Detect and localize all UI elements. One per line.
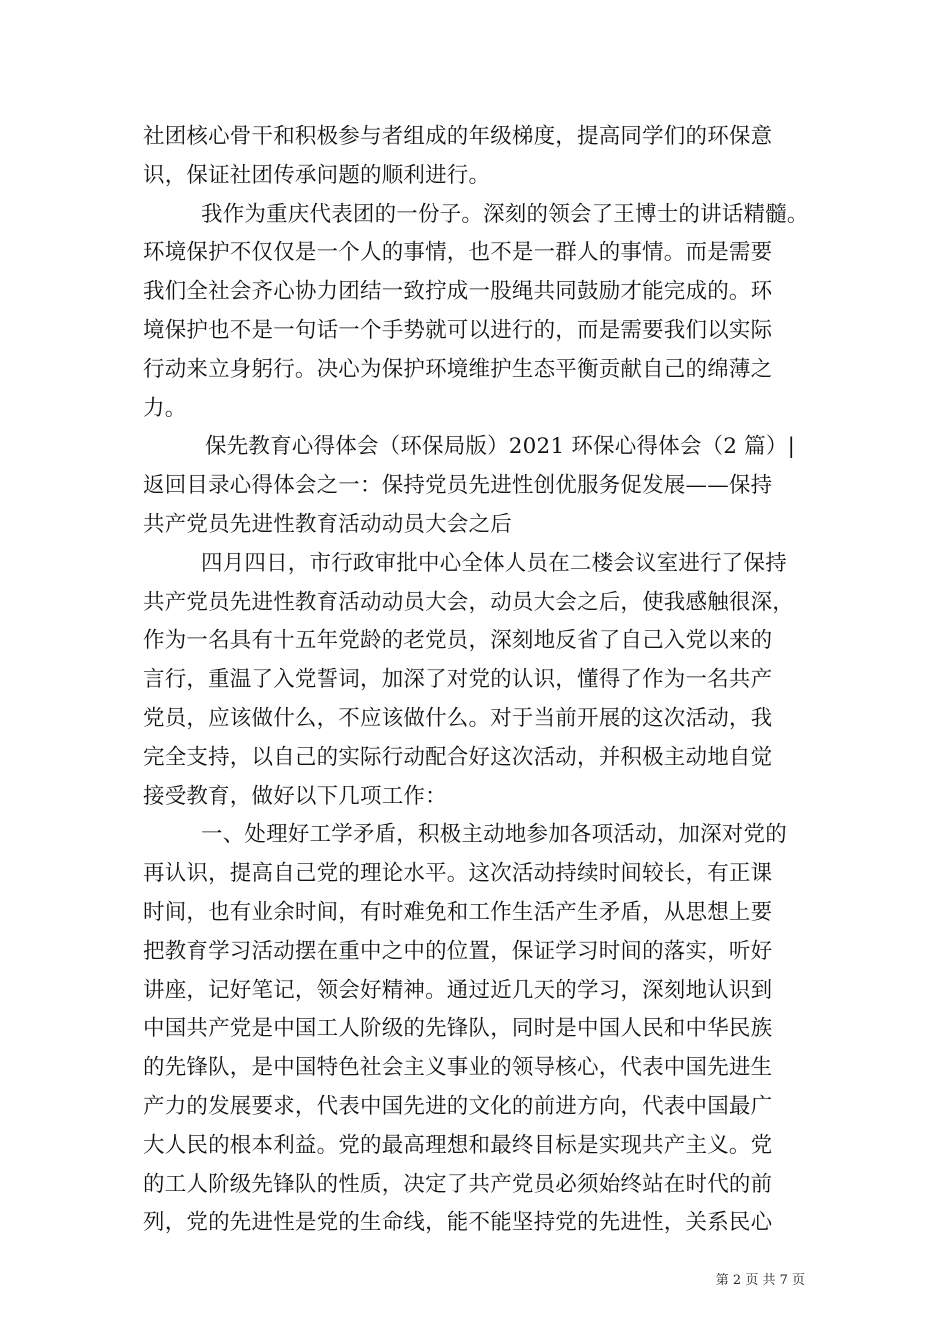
- text-line: 的工人阶级先锋队的性质，决定了共产党员必须始终站在时代的前: [143, 1171, 773, 1197]
- paragraph-chongqing-delegation: [143, 196, 815, 429]
- text-line: 时间，也有业余时间，有时难免和工作生活产生矛盾，从思想上要: [143, 899, 773, 925]
- text-line: 保先教育心得体会（环保局版）2021 环保心得体会（2 篇）|: [205, 434, 796, 460]
- text-line: 环境保护不仅仅是一个人的事情，也不是一群人的事情。而是需要: [143, 240, 773, 266]
- text-line: 社团核心骨干和积极参与者组成的年级梯度，提高同学们的环保意: [143, 124, 773, 149]
- text-line: 中国共产党是中国工人阶级的先锋队，同时是中国人民和中华民族: [143, 1016, 773, 1042]
- text-line: 我作为重庆代表团的一份子。深刻的领会了王博士的讲话精髓。: [201, 201, 809, 227]
- text-line: 把教育学习活动摆在重中之中的位置，保证学习时间的落实，听好: [143, 938, 773, 964]
- text-line: 我们全社会齐心协力团结一致拧成一股绳共同鼓励才能完成的。环: [143, 279, 773, 305]
- text-line: 大人民的根本利益。党的最高理想和最终目标是实现共产主义。党: [143, 1132, 773, 1158]
- text-line: 列，党的先进性是党的生命线，能不能坚持党的先进性，关系民心: [143, 1210, 773, 1236]
- text-line: 一、处理好工学矛盾，积极主动地参加各项活动，加深对党的: [201, 822, 787, 848]
- text-line: 四月四日，市行政审批中心全体人员在二楼会议室进行了保持: [201, 550, 787, 576]
- text-line: 再认识，提高自己党的理论水平。这次活动持续时间较长，有正课: [143, 861, 773, 887]
- text-line: 识，保证社团传承问题的顺利进行。: [143, 162, 491, 188]
- text-line: 完全支持，以自己的实际行动配合好这次活动，并积极主动地自觉: [143, 744, 773, 770]
- text-line: 产力的发展要求，代表中国先进的文化的前进方向，代表中国最广: [143, 1093, 773, 1119]
- text-line: 作为一名具有十五年党龄的老党员，深刻地反省了自己入党以来的: [143, 628, 773, 654]
- page-number-footer: 第 2 页 共 7 页: [715, 1273, 805, 1288]
- paragraph-mobilization-meeting: [143, 545, 815, 817]
- text-line: 共产党员先进性教育活动动员大会之后: [143, 511, 512, 537]
- section-heading: [143, 428, 815, 544]
- text-line: 党员，应该做什么，不应该做什么。对于当前开展的这次活动，我: [143, 705, 773, 731]
- text-line: 境保护也不是一句话一个手势就可以进行的，而是需要我们以实际: [143, 317, 773, 343]
- text-line: 讲座，记好笔记，领会好精神。通过近几天的学习，深刻地认识到: [143, 977, 773, 1003]
- paragraph-continuation: [143, 118, 815, 196]
- text-line: 力。: [143, 395, 187, 421]
- paragraph-point-one: [143, 816, 815, 1243]
- text-line: 共产党员先进性教育活动动员大会，动员大会之后，使我感触很深，: [143, 589, 795, 615]
- text-line: 返回目录心得体会之一：保持党员先进性创优服务促发展——保持: [143, 473, 773, 499]
- text-line: 的先锋队，是中国特色社会主义事业的领导核心，代表中国先进生: [143, 1055, 773, 1081]
- document-body: [143, 118, 815, 1243]
- text-line: 言行，重温了入党誓词，加深了对党的认识，懂得了作为一名共产: [143, 667, 773, 693]
- text-line: 接受教育，做好以下几项工作：: [143, 783, 447, 809]
- text-line: 行动来立身躬行。决心为保护环境维护生态平衡贡献自己的绵薄之: [143, 356, 773, 382]
